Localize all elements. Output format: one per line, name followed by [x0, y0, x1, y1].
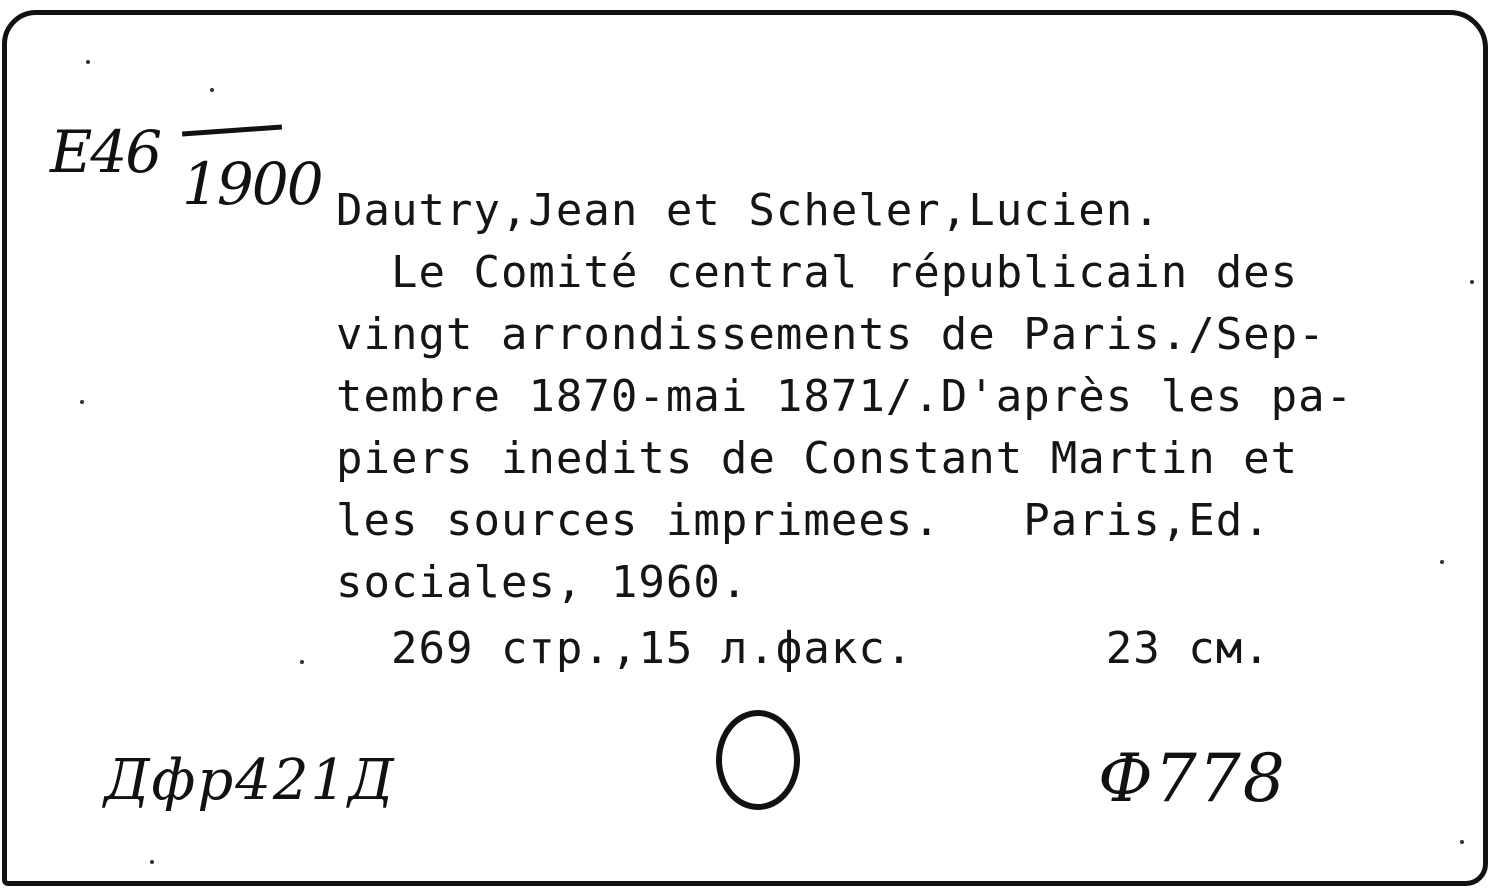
paper-speck: [300, 660, 304, 664]
call-number-top: E46: [50, 118, 161, 186]
card-line-title-1: Le Comité central républicain des: [336, 247, 1299, 298]
paper-speck: [1470, 280, 1474, 284]
card-line-collation: 269 стр.,15 л.факс. 23 см.: [336, 623, 1271, 674]
paper-speck: [150, 860, 154, 864]
card-line-author: Dautry,Jean et Scheler,Lucien.: [336, 185, 1161, 236]
card-line-imprint-1: les sources imprimees. Paris,Ed.: [336, 495, 1271, 546]
paper-speck: [210, 88, 214, 92]
paper-speck: [80, 400, 84, 404]
shelf-mark-left: Дфр421Д: [104, 748, 396, 813]
card-line-title-4: piers inedits de Constant Martin et: [336, 433, 1299, 484]
center-circle-mark: [716, 710, 800, 810]
card-line-title-3: tembre 1870-mai 1871/.D'après les pa-: [336, 371, 1354, 422]
card-line-imprint-2: sociales, 1960.: [336, 557, 749, 608]
paper-speck: [1440, 560, 1444, 564]
paper-speck: [1460, 840, 1464, 844]
paper-speck: [86, 60, 90, 64]
card-line-title-2: vingt arrondissements de Paris./Sep-: [336, 309, 1326, 360]
call-number-year: 1900: [182, 150, 322, 218]
shelf-mark-right: Ф778: [1098, 740, 1287, 817]
